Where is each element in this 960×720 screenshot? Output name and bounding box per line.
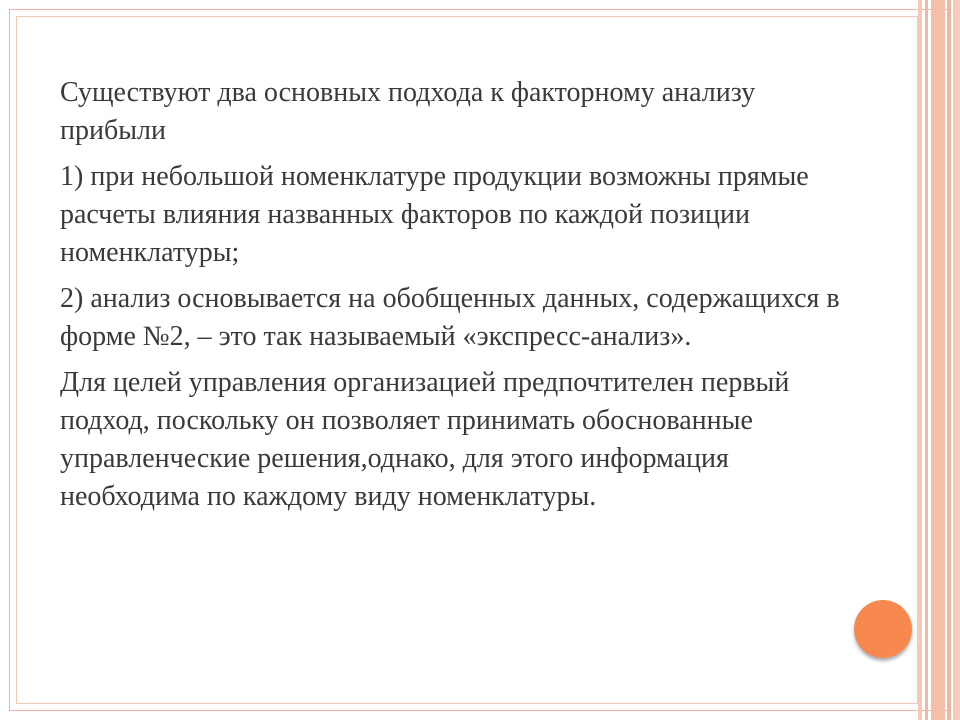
decorative-stripe xyxy=(953,0,960,720)
body-paragraph-approach-1: 1) при небольшой номенклатуре продукции возможны прямые расчеты влияния названных факторов по каждой позиции номенклатуры; xyxy=(60,161,809,268)
decorative-stripe xyxy=(931,0,945,720)
body-paragraph-conclusion: Для целей управления организацией предпочтителен первый подход, поскольку он позволяет принимать обоснованные управленческие решения,однако, для этого информация необходима по каждому виду номенклатуры. xyxy=(60,367,790,512)
decorative-stripe xyxy=(925,0,928,720)
decorative-stripe xyxy=(918,0,922,720)
decorative-stripe xyxy=(947,0,951,720)
slide-body xyxy=(60,74,860,524)
decorative-circle-icon xyxy=(854,600,912,658)
body-paragraph-approach-2: 2) анализ основывается на обобщенных данных, содержащихся в форме №2, – это так называемый «экспресс-анализ». xyxy=(60,283,840,352)
body-paragraph-intro: Существуют два основных подхода к факторному анализу прибыли xyxy=(60,77,756,146)
